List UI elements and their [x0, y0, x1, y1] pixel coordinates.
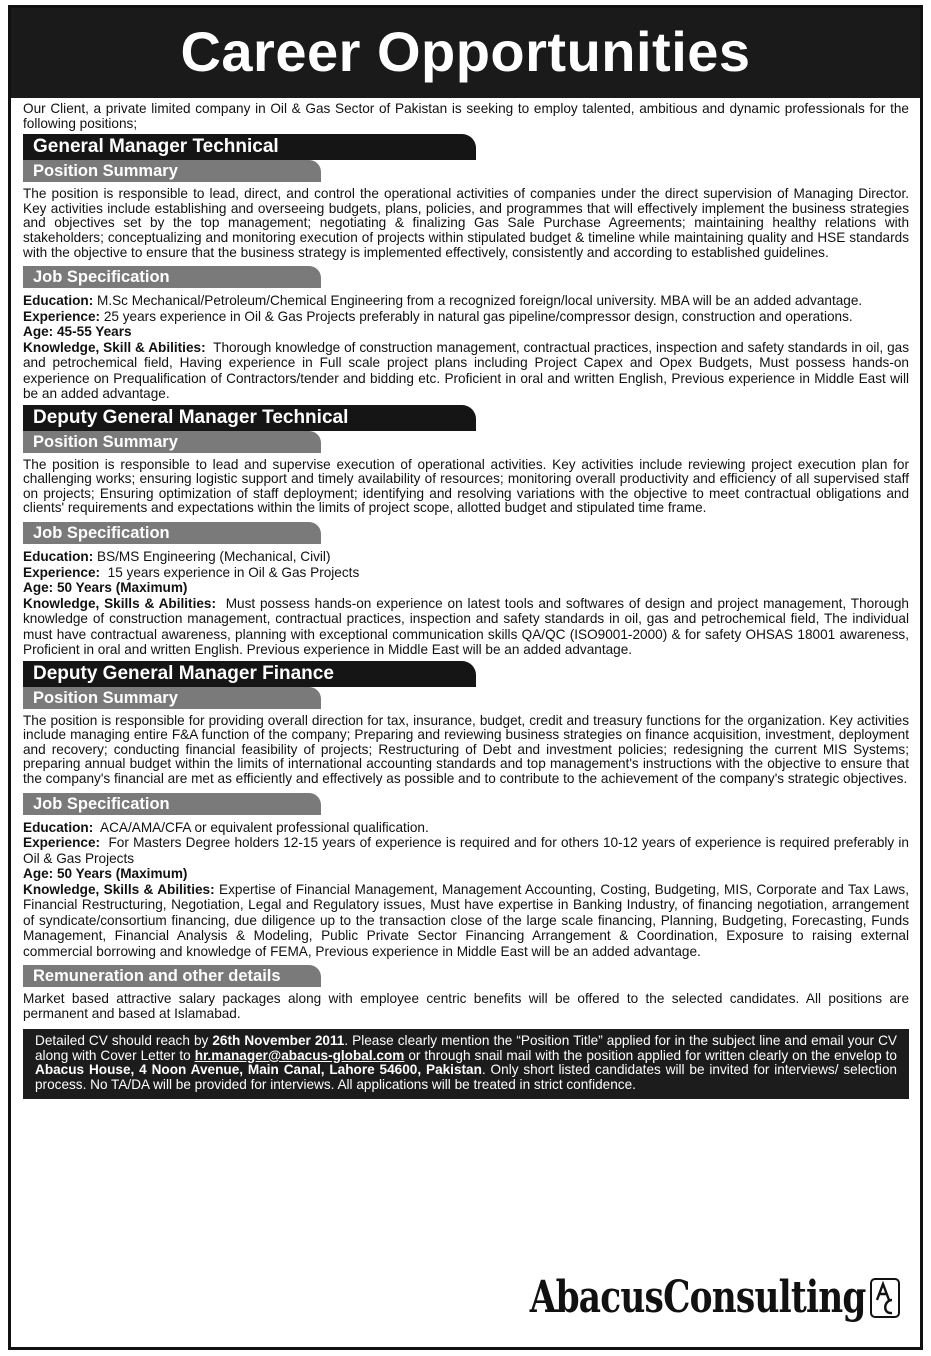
instructions-text: or through snail mail with the position applied for written clearly on the envelop to [404, 1047, 897, 1063]
remuneration-section [23, 965, 909, 1021]
ac-monogram-icon [870, 1278, 900, 1318]
experience-line: Experience: 15 years experience in Oil & Gas Projects [23, 564, 360, 580]
position-section-dgm-finance [23, 658, 909, 959]
education-line: Education: M.Sc Mechanical/Petroleum/Chemical Engineering from a recognized foreign/local university. MBA will be an added advantage. [23, 293, 863, 309]
position-summary-heading: Position Summary [23, 431, 321, 453]
position-summary-heading: Position Summary [23, 687, 321, 709]
instructions-text: . Please clearly mention the “Position Title” applied for in the subject line and email your CV along with Cover Letter to [35, 1033, 898, 1063]
logo-wordmark: AbacusConsulting [530, 1272, 866, 1323]
page-title: Career Opportunities [11, 8, 920, 98]
position-section-dgm-technical [23, 402, 909, 658]
ksa-line: Knowledge, Skill & Abilities: Thorough knowledge of construction management, contractual practices, inspection and safety standards in oil, gas and petrochemical field, Having experience in Full scale project plans including Project Capex and Opex Budgets, Must possess hands-on experience on Prequalification of Contractors/tender and bidding etc. Proficient in oral and written English, Previous experience in Middle East will be an added advantage. [23, 339, 909, 402]
position-summary-heading: Position Summary [23, 160, 321, 182]
job-specification-heading: Job Specification [23, 266, 321, 288]
experience-line: Experience: 25 years experience in Oil & Gas Projects preferably in natural gas pipeline/compressor design, construction and operations. [23, 308, 853, 324]
education-line: Education: BS/MS Engineering (Mechanical, Civil) [23, 549, 331, 565]
instructions-text: . Only short listed candidates will be invited for interviews/ selection process. No TA/DA will be provided for interviews. All applications will be treated in strict confidence. [35, 1062, 897, 1092]
email-link[interactable]: hr.manager@abacus-global.com [194, 1047, 405, 1063]
ksa-line: Knowledge, Skills & Abilities: Must possess hands-on experience on latest tools and softwares of design and project management, Thorough knowledge of construction management, contractual practices, inspection and safety standards in oil, gas and petrochemical field, The individual must have contractual awareness, planning with exceptional communication skills QA/QC (ISO9001-2000) & for safety OHSAS 18001 awareness, Proficient in oral and written English. Previous experience in Middle East will be an added advantage. [23, 595, 909, 658]
company-logo [435, 1272, 900, 1323]
position-summary-text: The position is responsible for providing overall direction for tax, insurance, budget, credit and treasury functions for the organization. Key activities include managing entire F&A function of the company; Preparing and reviewing business strategies on finance acquisition, investment, deployment and recovery; conducting financial feasibility of projects; Restructuring of Debt and investment policies; redesigning the current MIS Systems; preparing annual budget within the limits of international accounting standards and top management's instructions with the objective to ensure that the company's financial are met as efficiently and effectively as possible and to contribute to the achievement of the company's strategic objectives. [23, 712, 909, 786]
position-summary-text: The position is responsible to lead, direct, and control the operational activities of companies under the direct supervision of Managing Director. Key activities include establishing and overseeing budgets, plans, policies, and programmes that will effectively implement the business strategies and objectives set by the top management; negotiating & finalizing Gas Sale Purchase Agreements; maintaining healthy relations with stakeholders; conceptualizing and monitoring execution of projects within stipulated budget & timeline while maintaining quality and HSE standards with the objective to ensure that the business strategy is implemented effectively, consistently and according to established guidelines. [23, 186, 909, 260]
advertisement-frame [8, 5, 923, 1350]
remuneration-text: Market based attractive salary packages along with employee centric benefits will be offered to the selected candidates. All positions are permanent and based at Islamabad. [23, 991, 909, 1021]
job-specification-heading: Job Specification [23, 522, 321, 544]
experience-line: Experience: For Masters Degree holders 12-15 years of experience is required and for others 10-12 years of experience is required preferably in Oil & Gas Projects [23, 835, 909, 866]
age-line: Age: 45-55 Years [23, 324, 132, 340]
ksa-line: Knowledge, Skills & Abilities: Expertise of Financial Management, Management Accounting, Costing, Budgeting, MIS, Corporate and Tax Laws, Financial Restructuring, Negotiation, Legal and Regulatory issues, Must have expertise in Banking Industry, of financing negotiation, arrangement of syndicate/consortium financing, due diligence up to the transaction close of the large scale financing, Planning, Budgeting, Forecasting, Funds Management, Financial Analysis & Modeling, Public Private Sector Financing Arrangement & Coordination, Exposure to raising external commercial borrowing and knowledge of FEMA, Previous experience in Middle East will be an added advantage. [23, 881, 910, 959]
deadline-date: 26th November 2011 [212, 1033, 345, 1049]
mailing-address: Abacus House, 4 Noon Avenue, Main Canal, Lahore 54600, Pakistan [35, 1062, 482, 1078]
age-line: Age: 50 Years (Maximum) [23, 866, 188, 881]
application-instructions [23, 1029, 909, 1098]
age-line: Age: 50 Years (Maximum) [23, 580, 188, 596]
instructions-text: Detailed CV should reach by [35, 1033, 213, 1049]
remuneration-heading: Remuneration and other details [23, 965, 321, 987]
position-title: Deputy General Manager Finance [23, 661, 476, 687]
position-title: General Manager Technical [23, 134, 476, 160]
ad-content [23, 102, 909, 1099]
education-line: Education: ACA/AMA/CFA or equivalent professional qualification. [23, 819, 429, 835]
job-specification-heading: Job Specification [23, 793, 321, 815]
position-title: Deputy General Manager Technical [23, 405, 476, 431]
position-section-gm-technical [23, 131, 909, 401]
intro-text: Our Client, a private limited company in Oil & Gas Sector of Pakistan is seeking to employ talented, ambitious and dynamic professionals for the following positions; [23, 101, 909, 131]
position-summary-text: The position is responsible to lead and supervise execution of operational activities. Key activities include reviewing project execution plan for challenging works; ensuring logistic support and timely availability of resources; monitoring overall productivity and efficiency of all supervised staff on projects; Ensuring optimization of staff deployment; identifying and resolving variations with the objective to meet contractual obligations and clients' requirements and expectations within the limits of project scope, allotted budget and stipulated time frame. [23, 456, 909, 516]
